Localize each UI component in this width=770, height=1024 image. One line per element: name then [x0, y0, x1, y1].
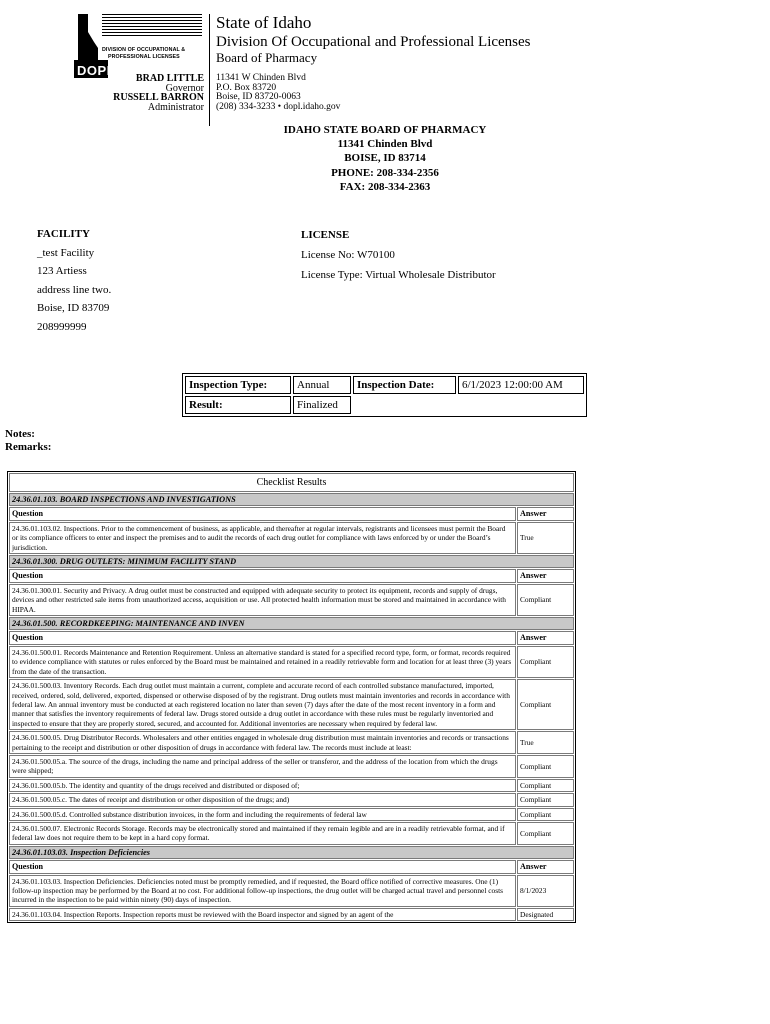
checklist-row — [9, 875, 574, 907]
notes-block — [5, 428, 51, 453]
inspection-type-value: Annual — [293, 376, 351, 394]
checklist-answer: Compliant — [517, 808, 574, 821]
facility-phone: 208999999 — [37, 320, 87, 333]
notes-label: Notes: — [5, 428, 35, 440]
administrator-title: Administrator — [147, 101, 204, 113]
address-line4: (208) 334-3233 • dopl.idaho.gov — [216, 101, 341, 112]
checklist-section-row — [9, 846, 574, 859]
checklist-row — [9, 584, 574, 616]
governor-name: BRAD LITTLE — [135, 73, 204, 84]
answer-column-header: Answer — [517, 569, 574, 582]
checklist-question: 24.36.01.500.03. Inventory Records. Each drug outlet must maintain a current, complete and accurate record of each controlled substance manufactured, imported, received, ordered, sold, delivered, exported, dispensed or otherwise disposed of by the registrant. Drug outlets must maintain inventories and records in accordance with federal law. An annual inventory must be conducted at each registered location no later than seven (7) days after the date of the most recent inventory in a form and manner that satisfies the inventory requirements of federal law. Drugs stored outside a drug outlet in accordance with these rules must be regularly inventoried and inspected to ensure that they are properly stored, secured, and accounted for. Additional inventories are necessary when required by federal law. — [9, 679, 516, 730]
checklist-question: 24.36.01.500.05. Drug Distributor Records. Wholesalers and other entities engaged in wholesale drug distribution must maintain inventories and records or transactions pertaining to the receipt and distribution or other disposition of drugs in accordance with federal law. The records must include at least: — [9, 731, 516, 754]
facility-city: Boise, ID 83709 — [37, 302, 110, 314]
checklist-answer: Compliant — [517, 646, 574, 678]
checklist-question: 24.36.01.103.02. Inspections. Prior to the commencement of business, as applicable, and thereafter at regular intervals, registrants and licensees must permit the Board or its compliance officers to enter and inspect the premises and to audit the records of each drug outlet for compliance with laws enforced by or under the Board’s jurisdiction. — [9, 522, 516, 554]
facility-address-line2: address line two. — [37, 283, 112, 296]
address-line1: 11341 W Chinden Blvd — [216, 73, 306, 83]
question-column-header: Question — [9, 860, 516, 873]
checklist-question: 24.36.01.500.01. Records Maintenance and Retention Requirement. Unless an alternative standard is stated for a specified record type, form, or format, records required to evidence compliance with statutes or rules enforced by the Board must be maintained and retained in a readily retrievable form and location for at least three (3) years from the date of the transaction. — [9, 646, 516, 678]
inspection-row-result — [185, 396, 584, 414]
checklist-answer: Compliant — [517, 584, 574, 616]
answer-column-header: Answer — [517, 631, 574, 644]
checklist-row — [9, 522, 574, 554]
question-column-header: Question — [9, 631, 516, 644]
checklist-question: 24.36.01.103.03. Inspection Deficiencies. Deficiencies noted must be promptly remedied, and if requested, the Board office notified of corrective measures. One (1) follow-up inspection may be performed by the Board at no cost. For additional follow-up inspections, the drug outlet will be charged actual travel and personnel costs incurred in the inspection to be paid within ninety (90) days of inspection. — [9, 875, 516, 907]
dopl-logo — [74, 14, 210, 78]
checklist-answer: Compliant — [517, 679, 574, 730]
board-phone: PHONE: 208-334-2356 — [331, 166, 439, 179]
logo-rules — [102, 14, 202, 38]
checklist-header-row — [9, 631, 574, 644]
checklist-answer: Designated — [517, 908, 574, 921]
checklist-question: 24.36.01.500.05.c. The dates of receipt and distribution or other disposition of the drugs; and) — [9, 793, 516, 806]
officials-block — [80, 74, 204, 112]
checklist-question: 24.36.01.500.07. Electronic Records Storage. Records may be electronically stored and maintained if they remain legible and are in a readily retrievable format, and if federal law does not require them to be kept in a hard copy format. — [9, 822, 516, 845]
checklist-answer: True — [517, 522, 574, 554]
checklist-row — [9, 779, 574, 792]
governor-title: Governor — [165, 82, 204, 94]
checklist-header-row — [9, 507, 574, 520]
address-line3: Boise, ID 83720-0063 — [216, 92, 301, 103]
inspection-type-label: Inspection Type: — [185, 376, 291, 394]
checklist-row — [9, 822, 574, 845]
facility-heading: FACILITY — [37, 228, 90, 240]
checklist-section-row — [9, 555, 574, 568]
board-street: 11341 Chinden Blvd — [337, 138, 433, 151]
checklist-question: 24.36.01.300.01. Security and Privacy. A drug outlet must be constructed and equipped with adequate security to protect its equipment, records and supply of drugs, devices and other restricted sale items from unauthorized access, acquisition or use. All protected health information must be stored and maintained in accordance with HIPAA. — [9, 584, 516, 616]
facility-block — [37, 225, 111, 336]
logo-division-line2: PROFESSIONAL LICENSES — [108, 54, 180, 60]
checklist-question: 24.36.01.500.05.a. The source of the drugs, including the name and principal address of the seller or transferor, and the address of the location from which the drugs were shipped; — [9, 755, 516, 778]
address-line2: P.O. Box 83720 — [216, 82, 277, 93]
inspection-result-label: Result: — [185, 396, 291, 414]
inspection-summary-table — [182, 373, 587, 417]
board-title: Board of Pharmacy — [216, 50, 318, 65]
checklist-row — [9, 808, 574, 821]
board-name: IDAHO STATE BOARD OF PHARMACY — [283, 124, 487, 136]
checklist-answer: Compliant — [517, 793, 574, 806]
checklist-answer: Compliant — [517, 822, 574, 845]
checklist-row — [9, 679, 574, 730]
license-heading: LICENSE — [301, 229, 350, 241]
checklist-row — [9, 793, 574, 806]
checklist-question: 24.36.01.500.05.b. The identity and quantity of the drugs received and distributed or disposed of; — [9, 779, 516, 792]
answer-column-header: Answer — [517, 507, 574, 520]
board-fax: FAX: 208-334-2363 — [339, 180, 431, 193]
board-contact-block — [0, 123, 770, 194]
checklist-row — [9, 646, 574, 678]
checklist-results-table — [7, 471, 576, 923]
checklist-section-row — [9, 617, 574, 630]
checklist-row — [9, 908, 574, 921]
answer-column-header: Answer — [517, 860, 574, 873]
inspection-date-value: 6/1/2023 12:00:00 AM — [458, 376, 584, 394]
division-title: Division Of Occupational and Professional Licenses — [216, 34, 531, 50]
checklist-section-title: 24.36.01.500. RECORDKEEPING: MAINTENANCE AND INVEN — [9, 617, 574, 630]
checklist-question: 24.36.01.500.05.d. Controlled substance distribution invoices, in the form and including the requirements of federal law — [9, 808, 516, 821]
checklist-answer: True — [517, 731, 574, 754]
logo-text: DOPL — [77, 63, 116, 78]
checklist-answer: Compliant — [517, 755, 574, 778]
license-block — [301, 225, 496, 285]
checklist-section-row — [9, 493, 574, 506]
checklist-header-row — [9, 569, 574, 582]
checklist-body — [9, 473, 574, 921]
letterhead-address — [216, 74, 340, 112]
checklist-header-row — [9, 860, 574, 873]
inspection-result-value: Finalized — [293, 396, 351, 414]
board-city: BOISE, ID 83714 — [344, 152, 426, 165]
remarks-label: Remarks: — [5, 440, 52, 453]
question-column-header: Question — [9, 569, 516, 582]
checklist-row — [9, 731, 574, 754]
license-type: License Type: Virtual Wholesale Distributor — [301, 269, 496, 281]
facility-name: _test Facility — [37, 246, 95, 259]
checklist-question: 24.36.01.103.04. Inspection Reports. Inspection reports must be reviewed with the Board inspector and signed by an agent of the — [9, 908, 516, 921]
state-title: State of Idaho — [216, 13, 312, 32]
inspection-empty-cell — [458, 396, 584, 414]
checklist-caption-row — [9, 473, 574, 492]
checklist-row — [9, 755, 574, 778]
inspection-row-type — [185, 376, 584, 394]
checklist-section-title: 24.36.01.103. BOARD INSPECTIONS AND INVESTIGATIONS — [9, 493, 574, 506]
inspection-empty-cell — [353, 396, 456, 414]
logo-division-line1: DIVISION OF OCCUPATIONAL & — [102, 47, 186, 53]
checklist-section-title: 24.36.01.300. DRUG OUTLETS: MINIMUM FACILITY STAND — [9, 555, 574, 568]
checklist-caption: Checklist Results — [9, 473, 574, 492]
facility-address-line1: 123 Artiess — [37, 265, 87, 277]
license-number: License No: W70100 — [301, 249, 395, 261]
question-column-header: Question — [9, 507, 516, 520]
checklist-section-title: 24.36.01.103.03. Inspection Deficiencies — [9, 846, 574, 859]
letterhead-divider — [209, 14, 210, 126]
logo-division-text — [102, 47, 208, 61]
inspection-date-label: Inspection Date: — [353, 376, 456, 394]
checklist-answer: 8/1/2023 — [517, 875, 574, 907]
administrator-name: RUSSELL BARRON — [113, 92, 204, 104]
checklist-answer: Compliant — [517, 779, 574, 792]
